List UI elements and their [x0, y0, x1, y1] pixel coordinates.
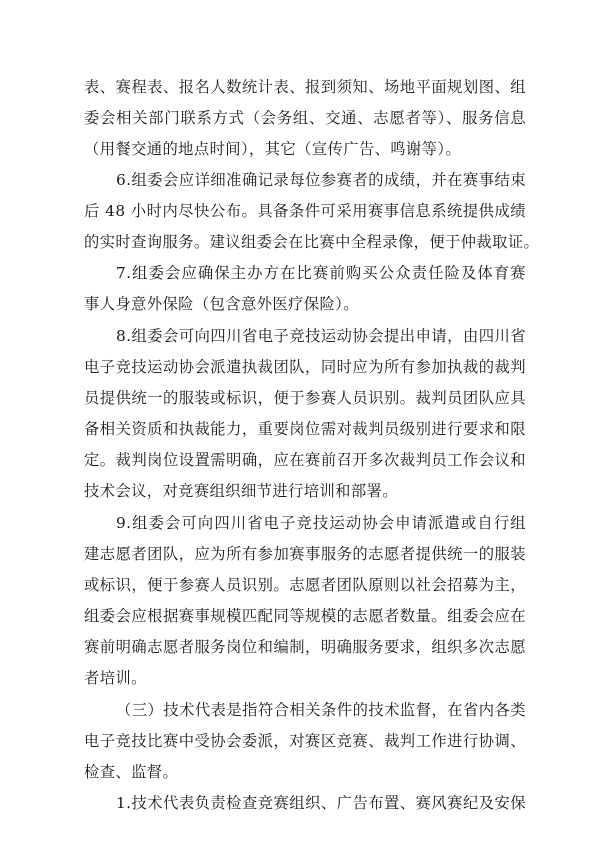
text-line: 定。裁判岗位设置需明确，应在赛前召开多次裁判员工作会议和: [84, 451, 526, 470]
text-line: 者培训。: [84, 669, 147, 688]
text-line: 7.组委会应确保主办方在比赛前购买公众责任险及体育赛: [116, 264, 526, 282]
text-line: 电子竞技运动协会派遣执裁团队，同时应为所有参加执裁的裁判: [84, 358, 526, 377]
text-line: 技术会议，对竞赛组织细节进行培训和部署。: [84, 482, 398, 501]
text-line: 或标识，便于参赛人员识别。志愿者团队原则以社会招募为主，: [84, 576, 526, 595]
text-line: 1.技术代表负责检查竞赛组织、广告布置、赛风赛纪及安保: [116, 794, 526, 812]
paragraph-item-1: [84, 788, 526, 819]
text-line: 事人身意外保险（包含意外医疗保险）。: [84, 295, 359, 314]
text-line: 9.组委会可向四川省电子竞技运动协会申请派遣或自行组: [116, 514, 526, 532]
text-line: 员提供统一的服装或标识，便于参赛人员识别。裁判员团队应具: [84, 389, 526, 408]
text-line: 的实时查询服务。建议组委会在比赛中全程录像，便于仲裁取证。: [84, 233, 540, 252]
paragraph-item-9: [84, 508, 526, 695]
text-line: 6.组委会应详细准确记录每位参赛者的成绩，并在赛事结束: [116, 171, 526, 189]
text-line: （三）技术代表是指符合相关条件的技术监督，在省内各类: [116, 701, 526, 719]
text-line: 委会相关部门联系方式（会务组、交通、志愿者等）、服务信息: [84, 109, 526, 128]
paragraph-item-7: [84, 258, 526, 320]
text-line: （用餐交通的地点时间），其它（宣传广告、鸣谢等）。: [84, 140, 462, 159]
text-line: 电子竞技比赛中受协会委派，对赛区竞赛、裁判工作进行协调、: [84, 732, 526, 751]
paragraph-item-6: [84, 165, 540, 258]
text-line: 后 48 小时内尽快公布。具备条件可采用赛事信息系统提供成绩: [84, 202, 526, 221]
text-line: 赛前明确志愿者服务岗位和编制，明确服务要求，组织多次志愿: [84, 638, 526, 657]
text-line: 备相关资质和执裁能力，重要岗位需对裁判员级别进行要求和限: [84, 420, 526, 439]
paragraph-continued: [84, 72, 526, 165]
text-line: 组委会应根据赛事规模匹配同等规模的志愿者数量。组委会应在: [84, 607, 526, 626]
paragraph-section-3: [84, 695, 526, 788]
text-line: 表、赛程表、报名人数统计表、报到须知、场地平面规划图、组: [84, 78, 526, 96]
text-line: 8.组委会可向四川省电子竞技运动协会提出申请，由四川省: [116, 327, 526, 345]
text-line: 建志愿者团队，应为所有参加赛事服务的志愿者提供统一的服装: [84, 545, 526, 564]
text-line: 检查、监督。: [84, 763, 179, 782]
paragraph-item-8: [84, 321, 526, 508]
